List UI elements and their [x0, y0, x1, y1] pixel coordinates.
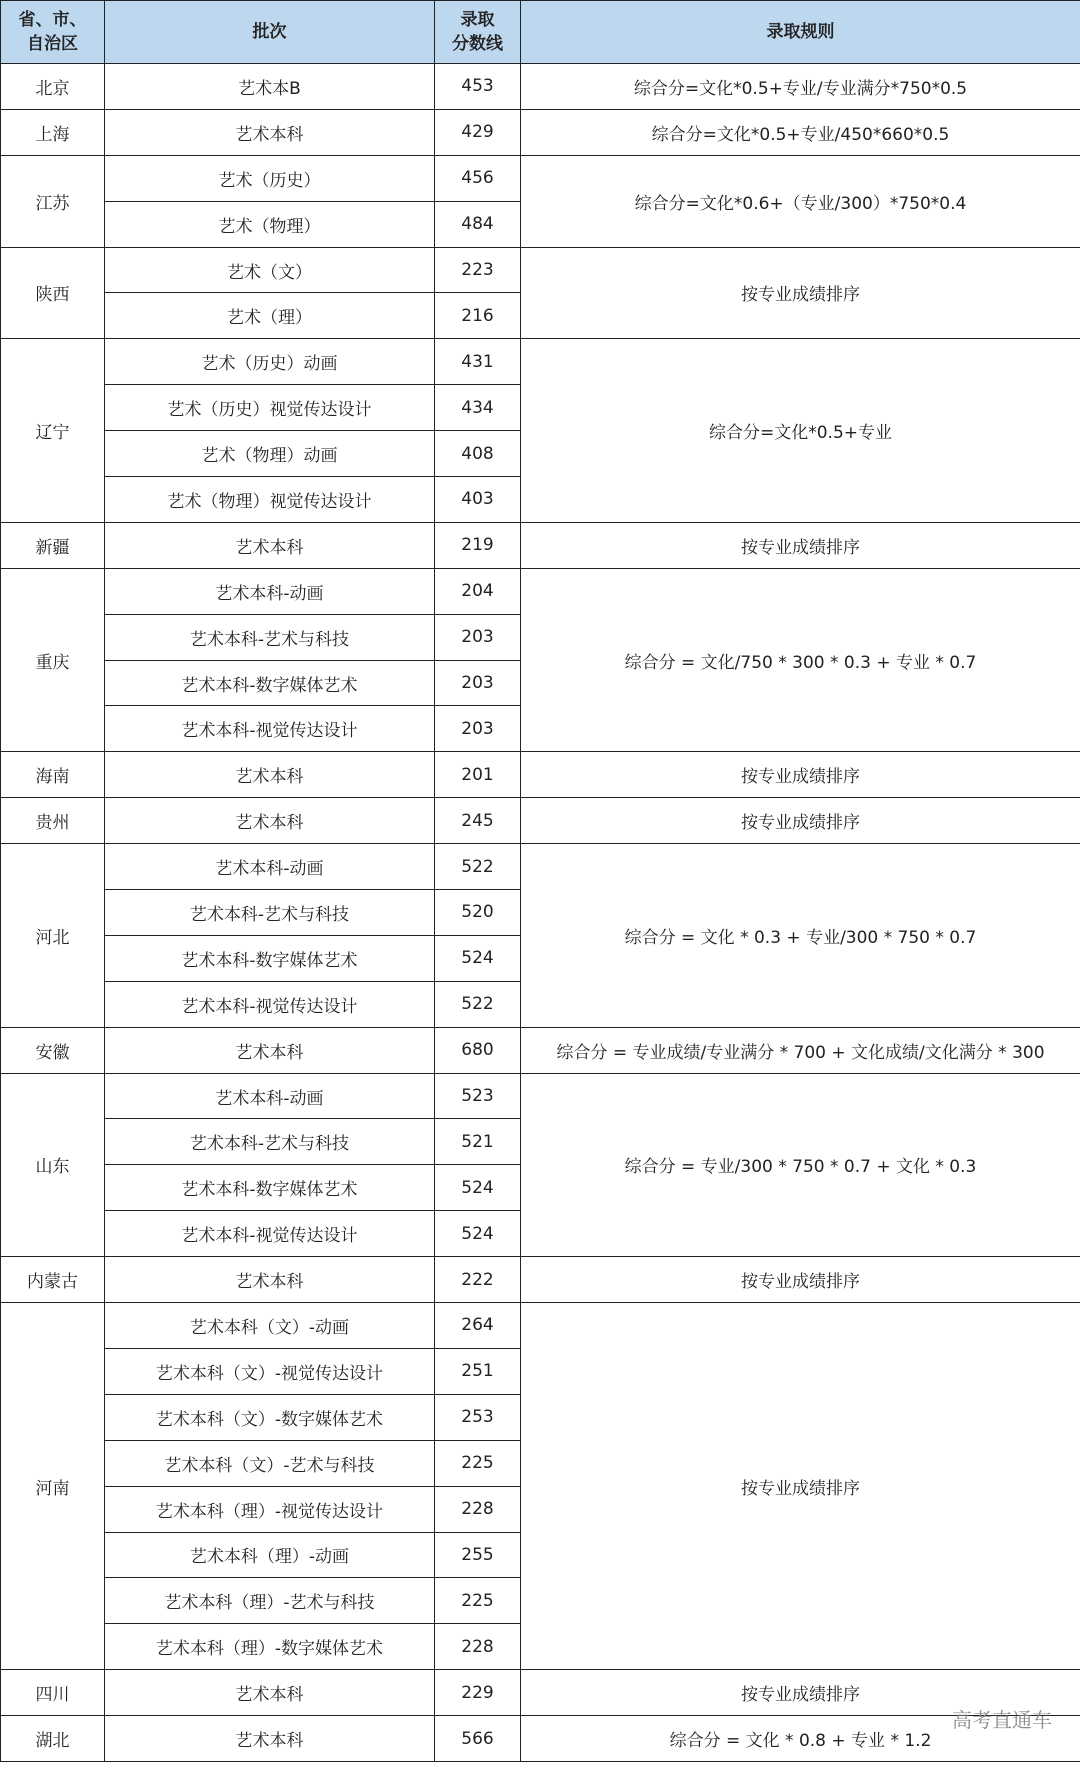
- table-row: [1, 64, 1080, 110]
- batch-cell: 艺术本科-艺术与科技: [105, 1119, 435, 1165]
- batch-cell: 艺术本科-视觉传达设计: [105, 1211, 435, 1257]
- province-cell: 湖北: [1, 1716, 105, 1762]
- batch-cell: 艺术本科（文）-艺术与科技: [105, 1440, 435, 1486]
- header-row: [1, 1, 1080, 64]
- batch-cell: 艺术本科-视觉传达设计: [105, 981, 435, 1027]
- province-cell: 内蒙古: [1, 1257, 105, 1303]
- score-cell: 456: [435, 155, 521, 201]
- table-row: [1, 798, 1080, 844]
- score-cell: 203: [435, 660, 521, 706]
- batch-cell: 艺术（历史）动画: [105, 339, 435, 385]
- batch-cell: 艺术（物理）视觉传达设计: [105, 477, 435, 523]
- score-cell: 522: [435, 844, 521, 890]
- score-cell: 453: [435, 64, 521, 110]
- header-province: 省、市、 自治区: [1, 1, 105, 64]
- province-cell: 上海: [1, 109, 105, 155]
- province-cell: 四川: [1, 1670, 105, 1716]
- rule-cell: 综合分=文化*0.5+专业: [521, 339, 1080, 523]
- header-score: 录取 分数线: [435, 1, 521, 64]
- score-cell: 251: [435, 1348, 521, 1394]
- header-rule: 录取规则: [521, 1, 1080, 64]
- rule-cell: 综合分=文化*0.6+（专业/300）*750*0.4: [521, 155, 1080, 247]
- score-cell: 566: [435, 1716, 521, 1762]
- score-cell: 219: [435, 522, 521, 568]
- rule-cell: 综合分 = 专业成绩/专业满分 * 700 + 文化成绩/文化满分 * 300: [521, 1027, 1080, 1073]
- score-cell: 484: [435, 201, 521, 247]
- batch-cell: 艺术本科（理）-动画: [105, 1532, 435, 1578]
- score-cell: 228: [435, 1624, 521, 1670]
- batch-cell: 艺术（文）: [105, 247, 435, 293]
- batch-cell: 艺术本科: [105, 752, 435, 798]
- province-cell: 安徽: [1, 1027, 105, 1073]
- rule-cell: 按专业成绩排序: [521, 1257, 1080, 1303]
- score-cell: 524: [435, 1165, 521, 1211]
- table-row: [1, 1027, 1080, 1073]
- score-cell: 225: [435, 1440, 521, 1486]
- province-cell: 贵州: [1, 798, 105, 844]
- score-cell: 222: [435, 1257, 521, 1303]
- score-cell: 245: [435, 798, 521, 844]
- batch-cell: 艺术本科-动画: [105, 844, 435, 890]
- batch-cell: 艺术本科（文）-视觉传达设计: [105, 1348, 435, 1394]
- batch-cell: 艺术本科-动画: [105, 568, 435, 614]
- table-row: [1, 1303, 1080, 1349]
- batch-cell: 艺术本B: [105, 64, 435, 110]
- batch-cell: 艺术本科: [105, 1257, 435, 1303]
- table-row: [1, 522, 1080, 568]
- batch-cell: 艺术（理）: [105, 293, 435, 339]
- rule-cell: 按专业成绩排序: [521, 1303, 1080, 1670]
- batch-cell: 艺术本科: [105, 1670, 435, 1716]
- batch-cell: 艺术本科-动画: [105, 1073, 435, 1119]
- province-cell: 陕西: [1, 247, 105, 339]
- batch-cell: 艺术（历史）: [105, 155, 435, 201]
- batch-cell: 艺术本科-艺术与科技: [105, 890, 435, 936]
- rule-cell: 综合分=文化*0.5+专业/专业满分*750*0.5: [521, 64, 1080, 110]
- province-cell: 辽宁: [1, 339, 105, 523]
- score-cell: 203: [435, 706, 521, 752]
- score-cell: 524: [435, 935, 521, 981]
- score-cell: 431: [435, 339, 521, 385]
- score-cell: 408: [435, 431, 521, 477]
- rule-cell: 综合分=文化*0.5+专业/450*660*0.5: [521, 109, 1080, 155]
- score-cell: 429: [435, 109, 521, 155]
- batch-cell: 艺术本科: [105, 798, 435, 844]
- table-row: [1, 844, 1080, 890]
- rule-cell: 综合分 = 文化 * 0.8 + 专业 * 1.2: [521, 1716, 1080, 1762]
- batch-cell: 艺术本科-视觉传达设计: [105, 706, 435, 752]
- score-cell: 216: [435, 293, 521, 339]
- rule-cell: 按专业成绩排序: [521, 752, 1080, 798]
- province-cell: 河南: [1, 1303, 105, 1670]
- rule-cell: 综合分 = 文化/750 * 300 * 0.3 + 专业 * 0.7: [521, 568, 1080, 752]
- score-cell: 225: [435, 1578, 521, 1624]
- batch-cell: 艺术本科: [105, 1716, 435, 1762]
- batch-cell: 艺术本科（理）-数字媒体艺术: [105, 1624, 435, 1670]
- batch-cell: 艺术本科-数字媒体艺术: [105, 1165, 435, 1211]
- score-cell: 403: [435, 477, 521, 523]
- watermark: 高考直通车: [952, 1708, 1052, 1732]
- score-cell: 203: [435, 614, 521, 660]
- score-cell: 228: [435, 1486, 521, 1532]
- province-cell: 山东: [1, 1073, 105, 1257]
- province-cell: 河北: [1, 844, 105, 1028]
- score-cell: 434: [435, 385, 521, 431]
- rule-cell: 综合分 = 文化 * 0.3 + 专业/300 * 750 * 0.7: [521, 844, 1080, 1028]
- score-cell: 520: [435, 890, 521, 936]
- rule-cell: 按专业成绩排序: [521, 1670, 1080, 1716]
- table-row: [1, 1670, 1080, 1716]
- batch-cell: 艺术（物理）: [105, 201, 435, 247]
- province-cell: 北京: [1, 64, 105, 110]
- score-cell: 204: [435, 568, 521, 614]
- batch-cell: 艺术本科（理）-视觉传达设计: [105, 1486, 435, 1532]
- batch-cell: 艺术本科-艺术与科技: [105, 614, 435, 660]
- score-cell: 524: [435, 1211, 521, 1257]
- batch-cell: 艺术本科: [105, 109, 435, 155]
- batch-cell: 艺术本科: [105, 1027, 435, 1073]
- table-row: [1, 109, 1080, 155]
- batch-cell: 艺术本科（文）-动画: [105, 1303, 435, 1349]
- province-cell: 重庆: [1, 568, 105, 752]
- table-row: [1, 247, 1080, 293]
- rule-cell: 综合分 = 专业/300 * 750 * 0.7 + 文化 * 0.3: [521, 1073, 1080, 1257]
- score-cell: 255: [435, 1532, 521, 1578]
- batch-cell: 艺术本科-数字媒体艺术: [105, 935, 435, 981]
- table-row: [1, 568, 1080, 614]
- score-cell: 201: [435, 752, 521, 798]
- batch-cell: 艺术本科: [105, 522, 435, 568]
- score-cell: 521: [435, 1119, 521, 1165]
- batch-cell: 艺术本科（理）-艺术与科技: [105, 1578, 435, 1624]
- score-cell: 522: [435, 981, 521, 1027]
- table-row: [1, 155, 1080, 201]
- batch-cell: 艺术（历史）视觉传达设计: [105, 385, 435, 431]
- rule-cell: 按专业成绩排序: [521, 522, 1080, 568]
- province-cell: 新疆: [1, 522, 105, 568]
- score-cell: 253: [435, 1394, 521, 1440]
- province-cell: 江苏: [1, 155, 105, 247]
- table-row: [1, 1073, 1080, 1119]
- table-row: [1, 339, 1080, 385]
- score-cell: 223: [435, 247, 521, 293]
- score-cell: 523: [435, 1073, 521, 1119]
- table-row: [1, 752, 1080, 798]
- rule-cell: 按专业成绩排序: [521, 247, 1080, 339]
- province-cell: 海南: [1, 752, 105, 798]
- table-row: [1, 1257, 1080, 1303]
- header-batch: 批次: [105, 1, 435, 64]
- batch-cell: 艺术本科-数字媒体艺术: [105, 660, 435, 706]
- batch-cell: 艺术本科（文）-数字媒体艺术: [105, 1394, 435, 1440]
- score-cell: 229: [435, 1670, 521, 1716]
- score-cell: 680: [435, 1027, 521, 1073]
- batch-cell: 艺术（物理）动画: [105, 431, 435, 477]
- rule-cell: 按专业成绩排序: [521, 798, 1080, 844]
- score-cell: 264: [435, 1303, 521, 1349]
- table-row: [1, 1716, 1080, 1762]
